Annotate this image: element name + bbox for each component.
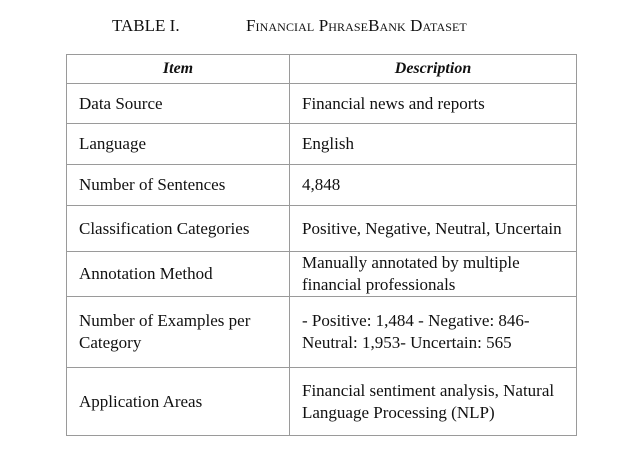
table-row (67, 252, 577, 297)
table-title: Financial PhraseBank Dataset (246, 16, 467, 35)
column-header-description: Description (290, 55, 577, 84)
item-cell: Data Source (67, 84, 290, 124)
item-cell: Annotation Method (67, 252, 290, 297)
table-header-row (67, 55, 577, 84)
description-cell: 4,848 (290, 165, 577, 206)
table-caption (0, 16, 642, 38)
description-cell: Financial sentiment analysis, Natural Language Processing (NLP) (290, 368, 577, 436)
dataset-table (66, 54, 577, 436)
table-row (67, 124, 577, 165)
column-header-item: Item (67, 55, 290, 84)
description-cell: - Positive: 1,484 - Negative: 846- Neutral: 1,953- Uncertain: 565 (290, 297, 577, 368)
table-row (67, 206, 577, 252)
description-cell: English (290, 124, 577, 165)
table-row (67, 297, 577, 368)
item-cell: Language (67, 124, 290, 165)
table-row (67, 84, 577, 124)
item-cell: Application Areas (67, 368, 290, 436)
table-row (67, 368, 577, 436)
item-cell: Number of Sentences (67, 165, 290, 206)
item-cell: Number of Examples per Category (67, 297, 290, 368)
description-cell: Positive, Negative, Neutral, Uncertain (290, 206, 577, 252)
description-cell: Financial news and reports (290, 84, 577, 124)
table-number: TABLE I. (112, 16, 180, 35)
description-cell: Manually annotated by multiple financial professionals (290, 252, 577, 297)
table-row (67, 165, 577, 206)
item-cell: Classification Categories (67, 206, 290, 252)
